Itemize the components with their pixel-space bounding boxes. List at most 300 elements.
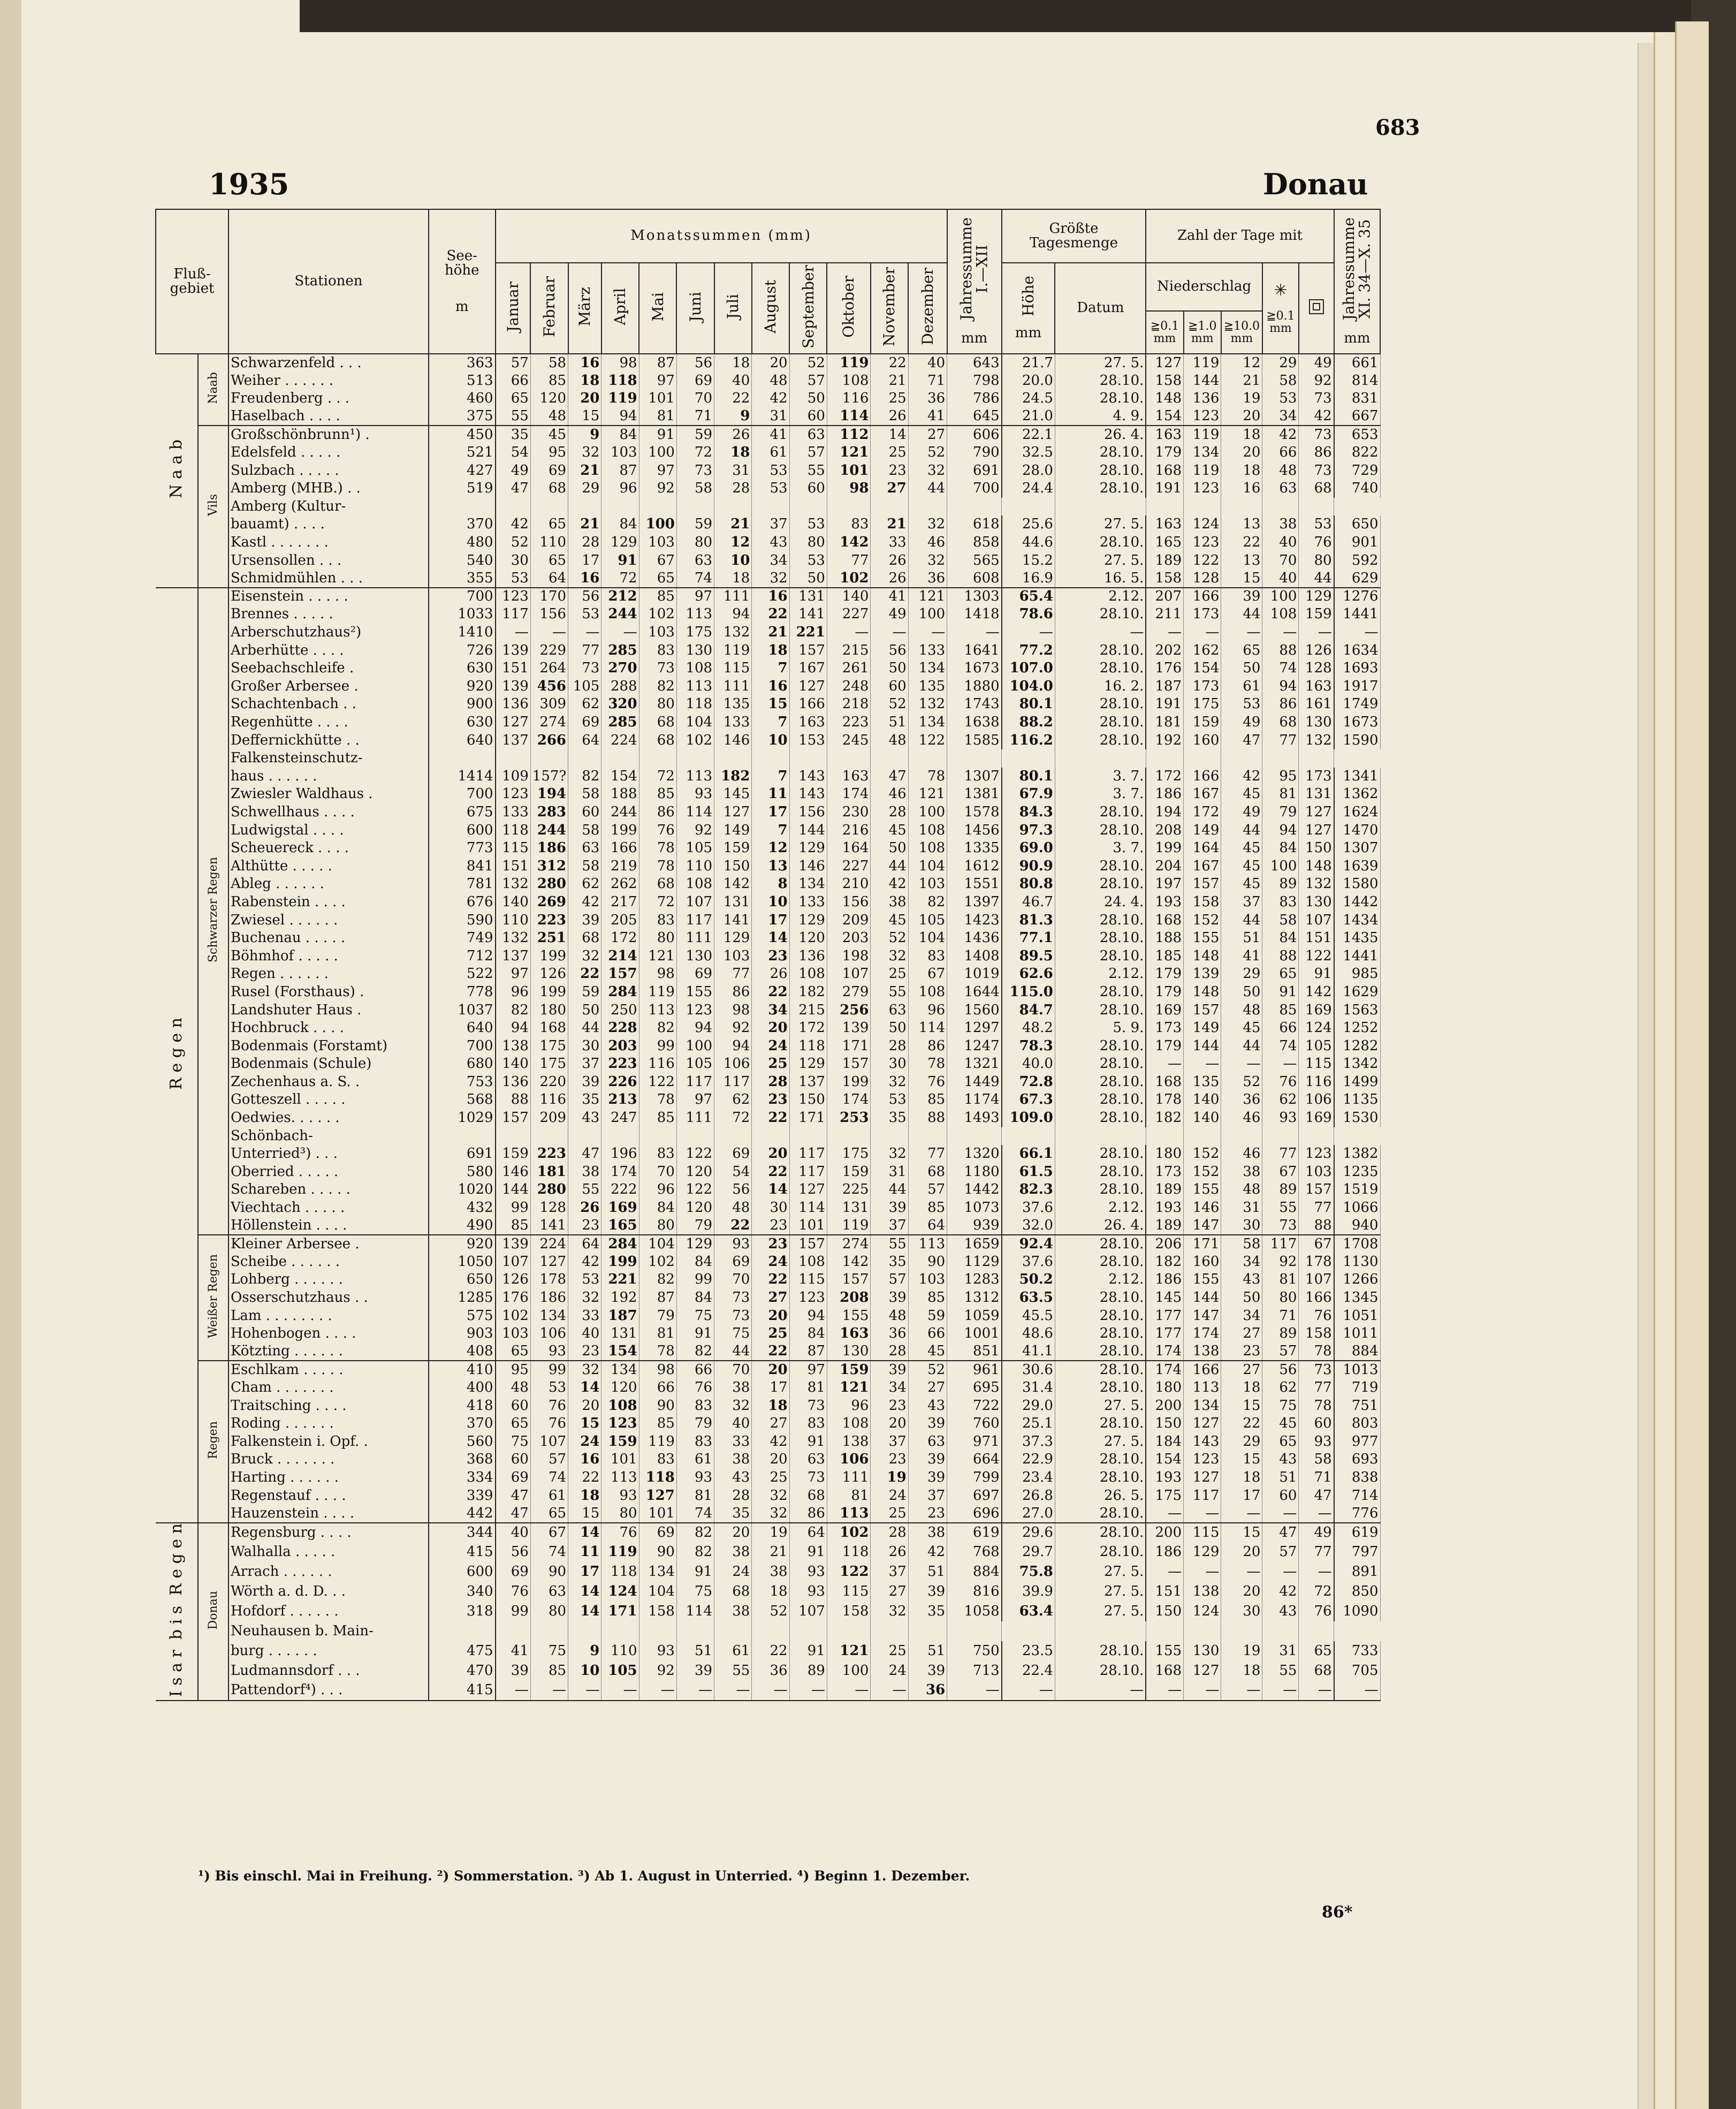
table-row: [156, 552, 1380, 570]
month-value: 73: [639, 659, 676, 678]
station-elevation: 841: [429, 858, 496, 876]
days-ge-0-1: 189: [1146, 1217, 1183, 1235]
month-value: 42: [752, 390, 789, 408]
month-value: 121: [908, 588, 947, 606]
max-daily-date: 2.12.: [1055, 588, 1146, 606]
table-row: [156, 1019, 1380, 1037]
month-value: 209: [530, 1109, 568, 1127]
table-row: [156, 965, 1380, 983]
month-value: 309: [530, 695, 568, 714]
days-ge-10-0: 27: [1221, 1361, 1262, 1379]
month-value: 77: [827, 552, 871, 570]
month-value: 10: [568, 1661, 601, 1681]
month-value: 91: [789, 1543, 827, 1562]
month-value: 20: [752, 1361, 789, 1379]
month-value: 136: [789, 947, 827, 966]
days-ge-0-1: 180: [1146, 1145, 1183, 1163]
max-daily-amount: 84.3: [1002, 803, 1055, 822]
empty-cell: [496, 1621, 531, 1641]
month-value: 19: [871, 1469, 908, 1487]
month-value: 104: [908, 929, 947, 947]
month-value: 228: [601, 1019, 639, 1037]
month-value: 38: [714, 1451, 752, 1469]
month-value: 37: [752, 515, 789, 534]
month-value: 218: [827, 695, 871, 714]
annual-sum: 1307: [947, 768, 1002, 786]
max-daily-date: 28.10.: [1055, 659, 1146, 678]
empty-cell: [1262, 1127, 1299, 1145]
hydro-year-sum: 1434: [1334, 911, 1380, 929]
days-ge-1-0: 123: [1184, 480, 1221, 498]
empty-cell: [1002, 498, 1055, 516]
days-ge-0-1: —: [1146, 1681, 1183, 1701]
month-value: 111: [827, 1469, 871, 1487]
month-value: 90: [639, 1397, 676, 1415]
station-name: Viechtach . . . . .: [229, 1199, 429, 1217]
month-value: 63: [871, 1001, 908, 1019]
hail-days: 107: [1299, 911, 1334, 929]
hail-days: 71: [1299, 1469, 1334, 1487]
days-ge-10-0: 13: [1221, 515, 1262, 534]
days-ge-10-0: 49: [1221, 714, 1262, 732]
month-value: 14: [752, 1181, 789, 1199]
header-n10: ≧1.0 mm: [1184, 311, 1221, 354]
days-ge-0-1: 211: [1146, 605, 1183, 624]
month-value: 53: [568, 1271, 601, 1289]
days-ge-1-0: 127: [1184, 1469, 1221, 1487]
month-value: 84: [789, 1325, 827, 1343]
month-value: 93: [676, 785, 714, 803]
month-value: 81: [789, 1379, 827, 1397]
month-value: 284: [601, 1235, 639, 1253]
month-value: 27: [871, 480, 908, 498]
max-daily-amount: 92.4: [1002, 1235, 1055, 1253]
month-value: 132: [496, 929, 531, 947]
days-ge-0-1: 180: [1146, 1379, 1183, 1397]
month-value: 99: [676, 1271, 714, 1289]
hail-days: 130: [1299, 714, 1334, 732]
month-value: 98: [714, 1001, 752, 1019]
table-row: [156, 1379, 1380, 1397]
month-value: 96: [601, 480, 639, 498]
hydro-year-sum: 1530: [1334, 1109, 1380, 1127]
station-elevation: 470: [429, 1661, 496, 1681]
month-value: 130: [676, 642, 714, 660]
month-value: —: [908, 624, 947, 642]
month-value: 67: [639, 552, 676, 570]
hail-days: 73: [1299, 390, 1334, 408]
month-value: 94: [789, 1307, 827, 1325]
month-value: 274: [530, 714, 568, 732]
month-value: 119: [827, 354, 871, 372]
month-value: 23: [752, 947, 789, 966]
table-row: [156, 1217, 1380, 1235]
month-value: 98: [601, 354, 639, 372]
station-elevation: 630: [429, 714, 496, 732]
month-value: 96: [827, 1397, 871, 1415]
month-value: 285: [601, 714, 639, 732]
month-value: 171: [601, 1602, 639, 1621]
snow-days: 76: [1262, 1073, 1299, 1091]
max-daily-amount: 23.5: [1002, 1641, 1055, 1661]
month-value: 87: [789, 1343, 827, 1361]
days-ge-10-0: 58: [1221, 1235, 1262, 1253]
days-ge-0-1: 165: [1146, 534, 1183, 552]
month-value: 48: [871, 1307, 908, 1325]
snow-days: 62: [1262, 1091, 1299, 1109]
max-daily-date: 28.10.: [1055, 1001, 1146, 1019]
snow-days: 77: [1262, 1145, 1299, 1163]
annual-sum: 768: [947, 1543, 1002, 1562]
month-value: 32: [908, 515, 947, 534]
month-value: 129: [676, 1235, 714, 1253]
month-value: 56: [871, 642, 908, 660]
month-value: 26: [714, 426, 752, 444]
station-elevation: 370: [429, 1415, 496, 1433]
month-value: 150: [789, 1091, 827, 1109]
days-ge-10-0: 13: [1221, 552, 1262, 570]
max-daily-date: 28.10.: [1055, 1343, 1146, 1361]
station-name: Großer Arbersee .: [229, 678, 429, 696]
month-value: 167: [789, 659, 827, 678]
month-value: 91: [676, 1562, 714, 1582]
month-value: 140: [827, 588, 871, 606]
max-daily-date: 28.10.: [1055, 821, 1146, 839]
snow-days: 100: [1262, 588, 1299, 606]
month-value: 99: [639, 1037, 676, 1056]
days-ge-1-0: 155: [1184, 1271, 1221, 1289]
month-value: 131: [714, 893, 752, 912]
month-value: 163: [827, 768, 871, 786]
empty-cell: [601, 498, 639, 516]
month-value: 32: [871, 1602, 908, 1621]
month-value: 73: [568, 659, 601, 678]
month-value: 54: [714, 1163, 752, 1181]
month-value: 68: [639, 731, 676, 749]
empty-cell: [1146, 749, 1183, 768]
max-daily-amount: 40.0: [1002, 1055, 1055, 1073]
days-ge-0-1: 177: [1146, 1307, 1183, 1325]
annual-sum: 1442: [947, 1181, 1002, 1199]
month-value: 111: [714, 588, 752, 606]
hail-days: 80: [1299, 552, 1334, 570]
station-name: Kastl . . . . . . .: [229, 534, 429, 552]
month-value: 69: [530, 462, 568, 480]
station-name: Amberg (MHB.) . .: [229, 480, 429, 498]
month-value: 102: [639, 1253, 676, 1271]
header-flussgebiet: Fluß- gebiet: [156, 209, 229, 354]
hydro-year-sum: —: [1334, 624, 1380, 642]
month-value: 279: [827, 983, 871, 1002]
month-value: 75: [714, 1325, 752, 1343]
header-hail: [1299, 263, 1334, 354]
station-elevation: 375: [429, 408, 496, 426]
max-daily-amount: 44.6: [1002, 534, 1055, 552]
station-name: Arberschutzhaus²): [229, 624, 429, 642]
days-ge-10-0: 29: [1221, 1433, 1262, 1451]
header-month-10: Oktober: [827, 263, 871, 354]
max-daily-amount: 61.5: [1002, 1163, 1055, 1181]
header-month-4: April: [601, 263, 639, 354]
month-value: 19: [752, 1523, 789, 1543]
max-daily-amount: 29.7: [1002, 1543, 1055, 1562]
month-value: 199: [601, 821, 639, 839]
month-value: 22: [752, 983, 789, 1002]
month-value: 30: [871, 1055, 908, 1073]
max-daily-date: 28.10.: [1055, 390, 1146, 408]
month-value: 106: [530, 1325, 568, 1343]
days-ge-0-1: 206: [1146, 1235, 1183, 1253]
month-value: 60: [789, 408, 827, 426]
month-value: 123: [676, 1001, 714, 1019]
days-ge-10-0: 16: [1221, 480, 1262, 498]
flussgebiet-label: I s a r b i s R e g e n: [156, 1523, 198, 1701]
station-elevation: 675: [429, 803, 496, 822]
month-value: 127: [789, 1181, 827, 1199]
month-value: 78: [908, 1055, 947, 1073]
month-value: 122: [639, 1073, 676, 1091]
month-value: 108: [789, 1253, 827, 1271]
month-value: 22: [752, 1163, 789, 1181]
max-daily-amount: 25.6: [1002, 515, 1055, 534]
station-name: bauamt) . . . .: [229, 515, 429, 534]
header-monatssummen: Monatssummen (mm): [496, 209, 947, 263]
table-row: [156, 678, 1380, 696]
month-value: 213: [601, 1091, 639, 1109]
month-value: 50: [871, 839, 908, 858]
precipitation-table: [155, 209, 1381, 1701]
month-value: 199: [530, 983, 568, 1002]
station-name: Bodenmais (Forstamt): [229, 1037, 429, 1056]
header-stationen: Stationen: [229, 209, 429, 354]
month-value: 114: [908, 1019, 947, 1037]
hydro-year-sum: 1345: [1334, 1289, 1380, 1307]
max-daily-date: 28.10.: [1055, 1361, 1146, 1379]
station-name: Traitsching . . . .: [229, 1397, 429, 1415]
snow-days: 60: [1262, 1486, 1299, 1505]
days-ge-1-0: 119: [1184, 354, 1221, 372]
empty-cell: [752, 1621, 789, 1641]
month-value: 52: [496, 534, 531, 552]
month-value: 139: [827, 1019, 871, 1037]
month-value: 142: [827, 534, 871, 552]
month-value: 64: [530, 570, 568, 588]
month-value: 40: [714, 372, 752, 390]
hail-days: 72: [1299, 1582, 1334, 1602]
month-value: 24: [752, 1037, 789, 1056]
month-value: —: [639, 1681, 676, 1701]
month-value: 100: [639, 444, 676, 462]
month-value: 224: [601, 731, 639, 749]
snow-days: 68: [1262, 714, 1299, 732]
month-value: 174: [827, 785, 871, 803]
month-value: 85: [908, 1199, 947, 1217]
month-value: 95: [530, 444, 568, 462]
month-value: —: [568, 1681, 601, 1701]
month-value: 117: [496, 605, 531, 624]
month-value: 87: [639, 354, 676, 372]
month-value: 28: [871, 803, 908, 822]
max-daily-amount: 41.1: [1002, 1343, 1055, 1361]
month-value: 132: [908, 695, 947, 714]
month-value: —: [871, 1681, 908, 1701]
month-value: 100: [908, 605, 947, 624]
month-value: 72: [714, 1109, 752, 1127]
days-ge-0-1: 186: [1146, 1543, 1183, 1562]
table-row: [156, 605, 1380, 624]
month-value: 80: [530, 1602, 568, 1621]
days-ge-1-0: 155: [1184, 929, 1221, 947]
table-row: [156, 695, 1380, 714]
month-value: 36: [908, 1681, 947, 1701]
hydro-year-sum: 629: [1334, 570, 1380, 588]
month-value: 32: [871, 1073, 908, 1091]
days-ge-10-0: 23: [1221, 1343, 1262, 1361]
month-value: 91: [601, 552, 639, 570]
empty-cell: [1221, 1127, 1262, 1145]
max-daily-date: 28.10.: [1055, 1289, 1146, 1307]
max-daily-date: 28.10.: [1055, 534, 1146, 552]
days-ge-0-1: 155: [1146, 1641, 1183, 1661]
hail-days: 124: [1299, 1019, 1334, 1037]
month-value: 178: [530, 1271, 568, 1289]
month-value: 82: [676, 1343, 714, 1361]
empty-cell: [639, 498, 676, 516]
month-value: 102: [827, 570, 871, 588]
month-value: 113: [601, 1469, 639, 1487]
month-value: 53: [789, 552, 827, 570]
snow-days: —: [1262, 624, 1299, 642]
station-name: Eisenstein . . . . .: [229, 588, 429, 606]
station-elevation: 408: [429, 1343, 496, 1361]
month-value: 15: [752, 695, 789, 714]
month-value: 40: [496, 1523, 531, 1543]
table-row: [156, 1289, 1380, 1307]
month-value: 66: [908, 1325, 947, 1343]
month-value: 32: [752, 570, 789, 588]
days-ge-1-0: 124: [1184, 1602, 1221, 1621]
month-value: 157: [827, 1271, 871, 1289]
hail-days: 67: [1299, 1235, 1334, 1253]
footnotes: ¹) Bis einschl. Mai in Freihung. ²) Sommerstation. ³) Ab 1. August in Unterried. ⁴) Beginn 1. Dezember.: [198, 1868, 970, 1884]
days-ge-0-1: 148: [1146, 390, 1183, 408]
days-ge-0-1: 184: [1146, 1433, 1183, 1451]
month-value: 23: [752, 1217, 789, 1235]
max-daily-amount: 48.6: [1002, 1325, 1055, 1343]
max-daily-date: 5. 9.: [1055, 1019, 1146, 1037]
month-value: —: [676, 1681, 714, 1701]
month-value: 24: [752, 1253, 789, 1271]
snow-days: 117: [1262, 1235, 1299, 1253]
month-value: 74: [530, 1469, 568, 1487]
station-name: Zechenhaus a. S. .: [229, 1073, 429, 1091]
snow-days: 40: [1262, 570, 1299, 588]
month-value: 40: [568, 1325, 601, 1343]
month-value: 129: [789, 1055, 827, 1073]
days-ge-0-1: 192: [1146, 731, 1183, 749]
max-daily-amount: 39.9: [1002, 1582, 1055, 1602]
days-ge-0-1: —: [1146, 624, 1183, 642]
month-value: 98: [639, 1361, 676, 1379]
table-row: [156, 1325, 1380, 1343]
month-value: 100: [639, 515, 676, 534]
month-value: 58: [568, 785, 601, 803]
hydro-year-sum: 733: [1334, 1641, 1380, 1661]
month-value: 64: [789, 1523, 827, 1543]
max-daily-date: 28.10.: [1055, 1181, 1146, 1199]
station-name: Osserschutzhaus . .: [229, 1289, 429, 1307]
days-ge-0-1: 174: [1146, 1361, 1183, 1379]
month-value: 39: [908, 1582, 947, 1602]
table-row: [156, 983, 1380, 1002]
hail-days: 131: [1299, 785, 1334, 803]
month-value: 69: [568, 714, 601, 732]
month-value: 166: [789, 695, 827, 714]
month-value: 176: [496, 1289, 531, 1307]
station-name: Brennes . . . . .: [229, 605, 429, 624]
max-daily-amount: 15.2: [1002, 552, 1055, 570]
days-ge-1-0: 160: [1184, 1253, 1221, 1271]
month-value: 101: [639, 390, 676, 408]
max-daily-amount: 78.6: [1002, 605, 1055, 624]
max-daily-amount: 88.2: [1002, 714, 1055, 732]
table-row: [156, 1073, 1380, 1091]
month-value: 66: [639, 1379, 676, 1397]
hydro-year-sum: 1342: [1334, 1055, 1380, 1073]
days-ge-1-0: 174: [1184, 1325, 1221, 1343]
days-ge-0-1: 168: [1146, 911, 1183, 929]
month-value: 214: [601, 947, 639, 966]
max-daily-amount: 31.4: [1002, 1379, 1055, 1397]
empty-cell: [530, 749, 568, 768]
month-value: 90: [530, 1562, 568, 1582]
hail-days: 78: [1299, 1397, 1334, 1415]
month-value: 135: [714, 695, 752, 714]
hydro-year-sum: 803: [1334, 1415, 1380, 1433]
days-ge-0-1: 179: [1146, 1037, 1183, 1056]
days-ge-10-0: 51: [1221, 929, 1262, 947]
hydro-year-sum: 838: [1334, 1469, 1380, 1487]
month-value: 115: [714, 659, 752, 678]
max-daily-amount: 72.8: [1002, 1073, 1055, 1091]
month-value: 63: [530, 1582, 568, 1602]
month-value: 107: [827, 965, 871, 983]
station-elevation: 1410: [429, 624, 496, 642]
month-value: 18: [714, 570, 752, 588]
month-value: 41: [871, 588, 908, 606]
table-row: [156, 821, 1380, 839]
month-value: 34: [871, 1379, 908, 1397]
month-value: 23: [568, 1343, 601, 1361]
max-daily-amount: 63.5: [1002, 1289, 1055, 1307]
month-value: 118: [496, 821, 531, 839]
month-value: 82: [639, 678, 676, 696]
station-elevation: 513: [429, 372, 496, 390]
header-hoehe: Höhe mm: [1002, 263, 1055, 354]
hydro-year-sum: 1442: [1334, 893, 1380, 912]
hydro-year-sum: 1708: [1334, 1235, 1380, 1253]
month-value: 138: [496, 1037, 531, 1056]
month-value: 157?: [530, 768, 568, 786]
snow-days: 62: [1262, 1379, 1299, 1397]
days-ge-1-0: 167: [1184, 785, 1221, 803]
hail-days: 169: [1299, 1109, 1334, 1127]
month-value: 94: [676, 1019, 714, 1037]
month-value: 33: [871, 534, 908, 552]
month-value: 114: [827, 408, 871, 426]
month-value: 77: [908, 1145, 947, 1163]
station-name: burg . . . . . .: [229, 1641, 429, 1661]
